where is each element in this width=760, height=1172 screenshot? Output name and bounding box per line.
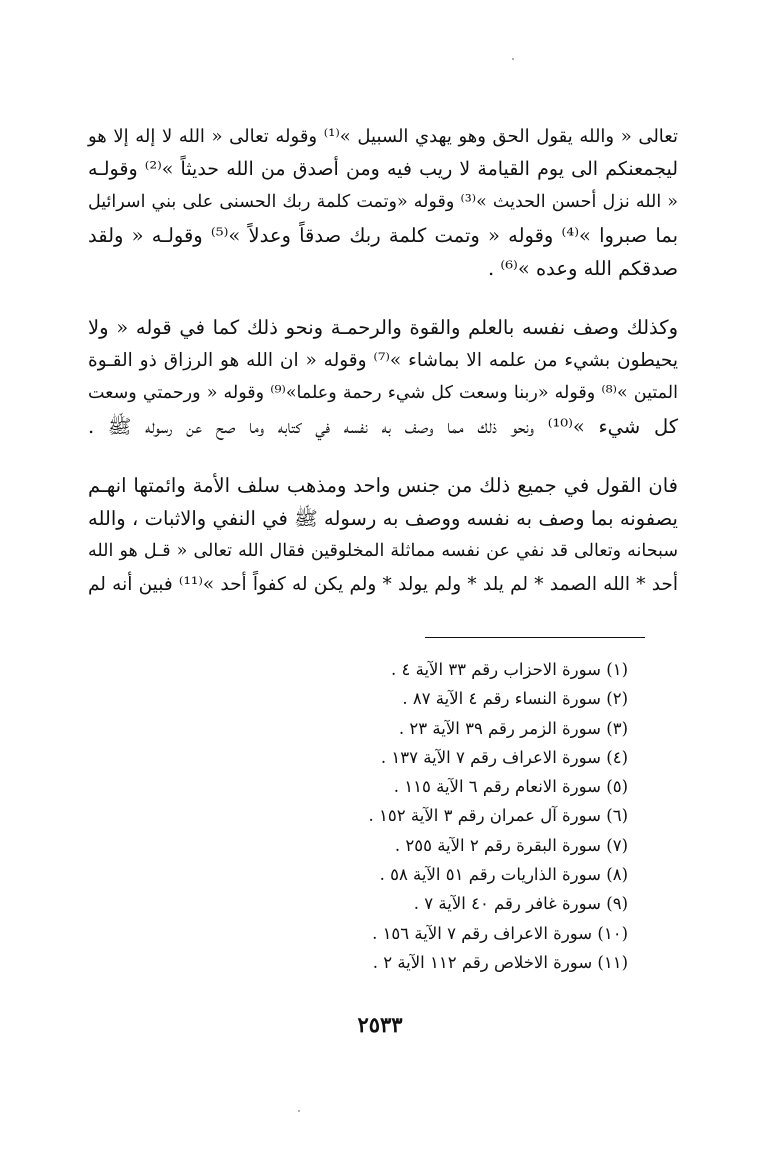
- paragraph-3: [88, 469, 678, 601]
- text-line: أحد * الله الصمد * لم يلد * ولم يولد * ولم يكن له كفواً أحد »⁽¹¹⁾ فبين أنه لم: [88, 574, 678, 595]
- text-line: « الله نزل أحسن الحديث »⁽³⁾ وقوله «وتمت كلمة ربك الحسنى على بني اسرائيل: [88, 192, 679, 212]
- footnote-item: (١٠) سورة الاعراف رقم ٧ الآية ١٥٦ .: [372, 923, 628, 943]
- scan-speck: [298, 1110, 300, 1112]
- paragraph-1: [88, 120, 678, 285]
- page-number: ٢٥٣٣: [357, 1012, 403, 1037]
- text-line: فان القول في جميع ذلك من جنس واحد ومذهب سلف الأمة وائمتها انهـم: [88, 474, 678, 497]
- footnote-item: (٩) سورة غافر رقم ٤٠ الآية ٧ .: [413, 894, 628, 914]
- body-text: [88, 120, 678, 627]
- footnote-item: (٢) سورة النساء رقم ٤ الآية ٨٧ .: [402, 689, 628, 709]
- footnote-item: (١) سورة الاحزاب رقم ٣٣ الآية ٤ .: [391, 660, 628, 679]
- text-line: المتين »⁽⁸⁾ وقوله «ربنا وسعت كل شيء رحمة وعلما»⁽⁹⁾ وقوله « ورحمتي وسعت: [88, 383, 678, 403]
- text-line: صدقكم الله وعده »⁽⁶⁾ .: [488, 257, 678, 280]
- footnote-item: (٧) سورة البقرة رقم ٢ الآية ٢٥٥ .: [394, 835, 628, 855]
- footnote-divider: [425, 637, 645, 638]
- footnote-item: (٦) سورة آل عمران رقم ٣ الآية ١٥٢ .: [368, 806, 628, 826]
- text-line: يصفونه بما وصف به نفسه ووصف به رسوله ﷺ في النفي والاثبات ، والله: [88, 507, 678, 530]
- text-line: يحيطون بشيء من علمه الا بماشاء »⁽⁷⁾ وقوله « ان الله هو الرزاق ذو القـوة: [88, 350, 679, 371]
- text-line: بما صبروا »⁽⁴⁾ وقوله « وتمت كلمة ربك صدقاً وعدلاً »⁽⁵⁾ وقولـه « ولقد: [88, 224, 679, 247]
- text-line: تعالى « والله يقول الحق وهو يهدي السبيل »⁽¹⁾ وقوله تعالى « الله لا إله إلا هو: [88, 126, 678, 147]
- footnote-item: (٥) سورة الانعام رقم ٦ الآية ١١٥ .: [393, 777, 628, 797]
- footnote-item: (١١) سورة الاخلاص رقم ١١٢ الآية ٢ .: [372, 952, 628, 972]
- footnote-item: (٨) سورة الذاريات رقم ٥١ الآية ٥٨ .: [379, 865, 628, 885]
- scan-speck: [512, 58, 514, 60]
- text-line: سبحانه وتعالى قد نفي عن نفسه مماثلة المخلوقين فقال الله تعالى « قـل هو الله: [88, 541, 678, 561]
- footnote-item: (٣) سورة الزمر رقم ٣٩ الآية ٢٣ .: [398, 718, 628, 738]
- text-line: ليجمعنكم الى يوم القيامة لا ريب فيه ومن أصدق من الله حديثاً »⁽²⁾ وقولـه: [88, 158, 679, 180]
- text-line: كل شيء »⁽¹⁰⁾ ونحو ذلك مما وصف به نفسه في كتابه وما صح عن رسوله ﷺ .: [88, 415, 678, 438]
- text-line: وكذلك وصف نفسه بالعلم والقوة والرحمـة ونحو ذلك كما في قوله « ولا: [88, 316, 678, 339]
- paragraph-2: [88, 311, 678, 443]
- footnotes-list: [300, 655, 628, 977]
- footnote-item: (٤) سورة الاعراف رقم ٧ الآية ١٣٧ .: [380, 747, 628, 767]
